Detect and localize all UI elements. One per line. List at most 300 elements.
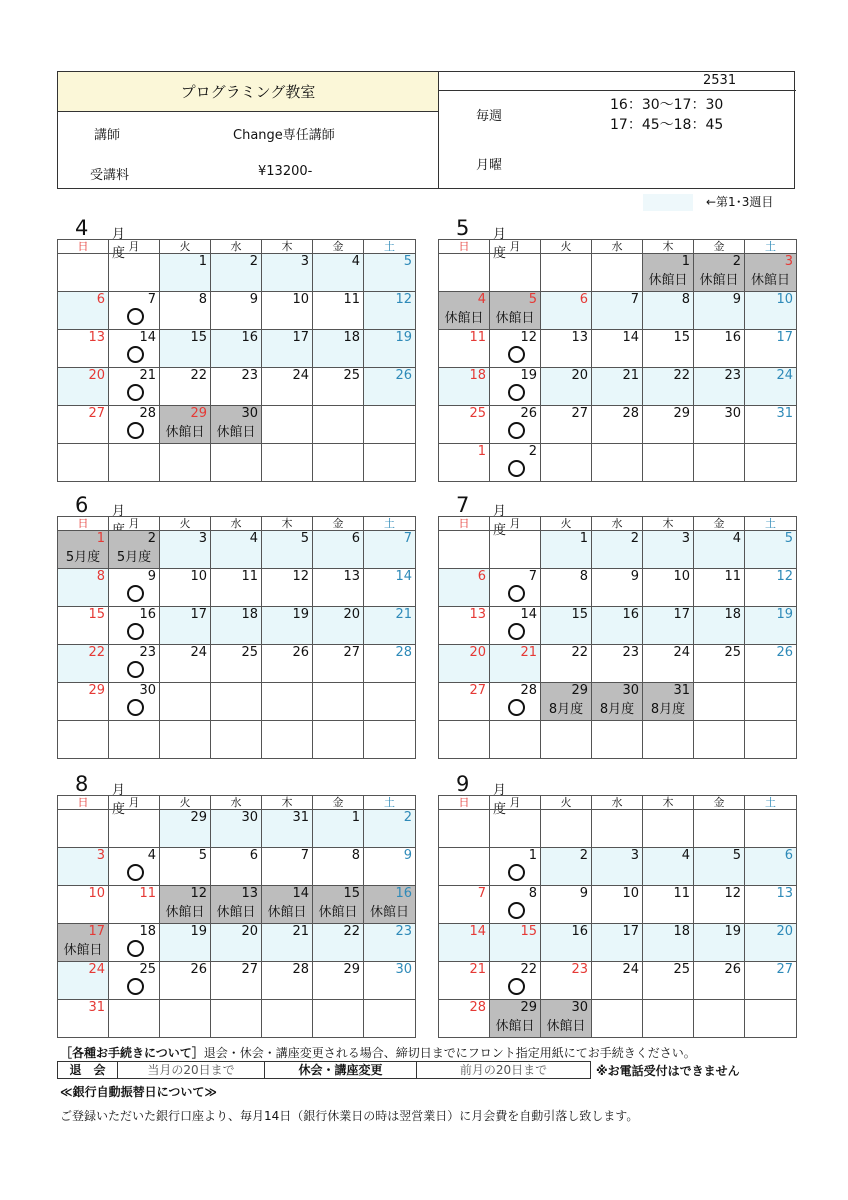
bank-text: ご登録いただいた銀行口座より、毎月14日（銀行休業日の時は翌営業日）に月会費を自動引落し致します。	[60, 1109, 639, 1123]
day-cell	[694, 607, 745, 645]
weekday-label: 日	[58, 517, 109, 531]
day-number: 12	[190, 886, 207, 901]
day-number: 17	[88, 924, 105, 939]
day-cell	[694, 292, 745, 330]
day-cell	[592, 848, 643, 886]
day-cell	[592, 292, 643, 330]
day-label: 8月度	[548, 702, 584, 717]
day-cell	[262, 645, 313, 683]
day-cell	[694, 810, 745, 848]
day-number: 5	[784, 531, 793, 546]
day-cell	[262, 254, 313, 292]
weekday-header	[58, 240, 416, 254]
day-cell	[313, 607, 364, 645]
day-cell	[313, 254, 364, 292]
day-cell	[364, 254, 416, 292]
week-row	[58, 721, 416, 759]
day-number: 1	[528, 848, 537, 863]
day-number: 25	[139, 962, 156, 977]
week-row	[58, 810, 416, 848]
weekday-label: 水	[211, 796, 262, 810]
day-number: 24	[292, 368, 309, 383]
day-number: 21	[469, 962, 486, 977]
week-row	[439, 645, 797, 683]
day-cell	[745, 444, 797, 482]
day-label: 休館日	[495, 311, 535, 326]
day-cell	[160, 330, 211, 368]
day-cell	[694, 721, 745, 759]
week-row	[439, 607, 797, 645]
day-number: 26	[724, 962, 741, 977]
day-cell	[490, 721, 541, 759]
day-number: 5	[198, 848, 207, 863]
day-cell	[364, 444, 416, 482]
day-cell	[58, 607, 109, 645]
day-cell	[211, 531, 262, 569]
day-number: 8	[351, 848, 360, 863]
day-number: 21	[395, 607, 412, 622]
day-cell	[745, 810, 797, 848]
day-cell	[643, 292, 694, 330]
weekday-label: 土	[745, 517, 797, 531]
day-number: 3	[784, 254, 793, 269]
day-cell	[541, 531, 592, 569]
day-label: 休館日	[267, 905, 307, 920]
day-cell	[745, 292, 797, 330]
day-number: 31	[88, 1000, 105, 1015]
day-number: 7	[630, 292, 639, 307]
day-cell	[439, 444, 490, 482]
day-cell	[592, 810, 643, 848]
week-row	[439, 254, 797, 292]
day-cell	[745, 645, 797, 683]
day-number: 20	[343, 607, 360, 622]
day-number: 29	[190, 810, 207, 825]
day-number: 15	[190, 330, 207, 345]
day-number: 16	[241, 330, 258, 345]
day-number: 6	[579, 292, 588, 307]
day-number: 1	[198, 254, 207, 269]
deadline-table	[57, 1061, 591, 1079]
day-number: 24	[776, 368, 793, 383]
day-cell	[58, 848, 109, 886]
month-number: 8	[75, 772, 89, 796]
day-cell	[592, 444, 643, 482]
day-cell	[313, 368, 364, 406]
day-cell	[262, 292, 313, 330]
day-number: 2	[732, 254, 741, 269]
day-number: 10	[292, 292, 309, 307]
day-cell	[643, 645, 694, 683]
weekday-label: 火	[541, 796, 592, 810]
lesson-circle-icon	[127, 623, 144, 640]
day-number: 26	[776, 645, 793, 660]
day-number: 13	[88, 330, 105, 345]
weekday-label: 日	[439, 240, 490, 254]
day-number: 19	[724, 924, 741, 939]
day-number: 18	[139, 924, 156, 939]
day-number: 11	[469, 330, 486, 345]
fee-label: 受講料	[90, 168, 130, 183]
day-cell	[211, 645, 262, 683]
day-number: 14	[139, 330, 156, 345]
month-suffix: 月度	[493, 783, 507, 817]
day-number: 30	[241, 406, 258, 421]
day-cell	[58, 406, 109, 444]
day-number: 15	[88, 607, 105, 622]
day-cell	[211, 254, 262, 292]
day-number: 21	[520, 645, 537, 660]
day-number: 17	[622, 924, 639, 939]
day-cell	[160, 962, 211, 1000]
day-cell	[364, 531, 416, 569]
day-label: 休館日	[546, 1019, 586, 1034]
weekday-label: 水	[592, 517, 643, 531]
day-cell	[643, 1000, 694, 1038]
day-cell	[364, 607, 416, 645]
day-cell	[58, 292, 109, 330]
day-number: 6	[784, 848, 793, 863]
day-cell	[58, 810, 109, 848]
day-number: 31	[776, 406, 793, 421]
weekday-label: 土	[364, 517, 416, 531]
day-number: 9	[630, 569, 639, 584]
day-cell	[109, 924, 160, 962]
lesson-circle-icon	[127, 864, 144, 881]
procedures-title: ［各種お手続きについて］	[60, 1046, 204, 1060]
day-number: 9	[579, 886, 588, 901]
week-row	[439, 368, 797, 406]
week-row	[58, 848, 416, 886]
weekday-label: 金	[313, 517, 364, 531]
fee-value: ¥13200-	[258, 164, 313, 179]
day-number: 17	[190, 607, 207, 622]
day-cell	[313, 406, 364, 444]
day-cell	[694, 683, 745, 721]
weekday-label: 土	[364, 796, 416, 810]
day-number: 31	[673, 683, 690, 698]
day-number: 12	[520, 330, 537, 345]
day-number: 8	[528, 886, 537, 901]
weekday-label: 金	[313, 796, 364, 810]
day-cell	[745, 330, 797, 368]
day-cell	[694, 886, 745, 924]
week-row	[439, 569, 797, 607]
day-cell	[745, 254, 797, 292]
day-cell	[541, 254, 592, 292]
day-number: 28	[520, 683, 537, 698]
weekday-label: 木	[262, 796, 313, 810]
day-number: 22	[343, 924, 360, 939]
calendar-grid	[57, 516, 416, 759]
day-cell	[694, 924, 745, 962]
day-cell	[262, 368, 313, 406]
day-number: 29	[343, 962, 360, 977]
day-number: 3	[681, 531, 690, 546]
day-number: 16	[139, 607, 156, 622]
bank-title: ≪銀行自動振替日について≫	[60, 1085, 217, 1099]
calendar-grid	[438, 516, 797, 759]
day-number: 20	[88, 368, 105, 383]
day-cell	[313, 444, 364, 482]
day-cell	[58, 330, 109, 368]
day-number: 5	[300, 531, 309, 546]
day-number: 13	[571, 330, 588, 345]
day-label: 休館日	[750, 273, 790, 288]
day-cell	[262, 924, 313, 962]
day-cell	[313, 848, 364, 886]
withdraw-label: 退 会	[58, 1062, 118, 1078]
lesson-circle-icon	[127, 978, 144, 995]
day-number: 26	[395, 368, 412, 383]
day-number: 11	[241, 569, 258, 584]
day-cell	[643, 683, 694, 721]
lesson-circle-icon	[508, 585, 525, 602]
day-label: 休館日	[495, 1019, 535, 1034]
day-cell	[490, 645, 541, 683]
day-cell	[262, 406, 313, 444]
lesson-circle-icon	[127, 699, 144, 716]
day-cell	[109, 607, 160, 645]
day-cell	[262, 962, 313, 1000]
day-number: 23	[571, 962, 588, 977]
day-number: 3	[198, 531, 207, 546]
week-row	[439, 886, 797, 924]
day-number: 10	[622, 886, 639, 901]
day-cell	[262, 886, 313, 924]
day-number: 25	[469, 406, 486, 421]
day-cell	[109, 810, 160, 848]
day-cell	[364, 292, 416, 330]
day-cell	[211, 607, 262, 645]
day-cell	[58, 1000, 109, 1038]
day-number: 28	[292, 962, 309, 977]
day-cell	[313, 531, 364, 569]
lesson-circle-icon	[508, 902, 525, 919]
day-cell	[643, 886, 694, 924]
day-cell	[490, 569, 541, 607]
day-number: 5	[528, 292, 537, 307]
day-cell	[490, 406, 541, 444]
day-cell	[643, 810, 694, 848]
day-cell	[541, 848, 592, 886]
day-number: 29	[673, 406, 690, 421]
lesson-circle-icon	[508, 623, 525, 640]
day-number: 6	[351, 531, 360, 546]
day-number: 22	[190, 368, 207, 383]
day-number: 2	[630, 531, 639, 546]
day-number: 22	[520, 962, 537, 977]
day-cell	[694, 645, 745, 683]
day-number: 15	[571, 607, 588, 622]
day-cell	[262, 531, 313, 569]
weekday-header	[58, 517, 416, 531]
day-number: 26	[520, 406, 537, 421]
day-number: 12	[776, 569, 793, 584]
day-cell	[211, 368, 262, 406]
day-number: 28	[469, 1000, 486, 1015]
day-cell	[262, 848, 313, 886]
day-cell	[109, 1000, 160, 1038]
weekday-label: 木	[262, 240, 313, 254]
weekday-label: 金	[694, 796, 745, 810]
day-cell	[109, 721, 160, 759]
day-cell	[262, 810, 313, 848]
day-cell	[211, 886, 262, 924]
day-cell	[109, 683, 160, 721]
day-cell	[592, 924, 643, 962]
day-label: 休館日	[63, 943, 103, 958]
day-cell	[160, 1000, 211, 1038]
day-cell	[592, 254, 643, 292]
day-cell	[694, 962, 745, 1000]
day-label: 休館日	[369, 905, 409, 920]
day-cell	[592, 330, 643, 368]
day-cell	[160, 569, 211, 607]
day-number: 19	[395, 330, 412, 345]
weekday-label: 月	[109, 240, 160, 254]
day-cell	[313, 886, 364, 924]
day-number: 25	[673, 962, 690, 977]
day-number: 13	[776, 886, 793, 901]
day-cell	[439, 810, 490, 848]
day-cell	[490, 368, 541, 406]
day-number: 28	[395, 645, 412, 660]
week-row	[439, 683, 797, 721]
weekday-label: 金	[694, 240, 745, 254]
day-number: 20	[571, 368, 588, 383]
calendar-grid	[438, 795, 797, 1038]
day-label: 5月度	[65, 550, 101, 565]
day-number: 10	[776, 292, 793, 307]
class-code: 2531	[703, 73, 737, 88]
day-cell	[160, 683, 211, 721]
day-number: 8	[198, 292, 207, 307]
day-number: 9	[249, 292, 258, 307]
day-cell	[745, 962, 797, 1000]
day-number: 18	[343, 330, 360, 345]
lesson-circle-icon	[127, 585, 144, 602]
lesson-circle-icon	[127, 308, 144, 325]
day-number: 3	[300, 254, 309, 269]
lesson-circle-icon	[508, 384, 525, 401]
day-cell	[364, 645, 416, 683]
day-cell	[745, 848, 797, 886]
day-cell	[262, 1000, 313, 1038]
day-cell	[745, 1000, 797, 1038]
day-number: 27	[88, 406, 105, 421]
day-cell	[58, 886, 109, 924]
day-number: 5	[732, 848, 741, 863]
day-number: 29	[88, 683, 105, 698]
day-cell	[211, 406, 262, 444]
weekday: 月曜	[476, 158, 503, 173]
day-number: 13	[241, 886, 258, 901]
day-number: 10	[673, 569, 690, 584]
day-label: 休館日	[216, 905, 256, 920]
day-cell	[694, 254, 745, 292]
week-row	[439, 406, 797, 444]
day-cell	[262, 683, 313, 721]
day-cell	[745, 721, 797, 759]
day-cell	[439, 368, 490, 406]
day-cell	[439, 924, 490, 962]
day-number: 25	[241, 645, 258, 660]
day-cell	[592, 406, 643, 444]
day-number: 17	[292, 330, 309, 345]
day-cell	[745, 406, 797, 444]
day-cell	[58, 531, 109, 569]
day-number: 19	[520, 368, 537, 383]
day-number: 10	[190, 569, 207, 584]
day-cell	[58, 569, 109, 607]
day-number: 27	[571, 406, 588, 421]
day-number: 1	[579, 531, 588, 546]
day-cell	[490, 330, 541, 368]
day-number: 7	[528, 569, 537, 584]
day-label: 休館日	[216, 425, 256, 440]
calendar-grid	[57, 239, 416, 482]
month-suffix: 月度	[493, 227, 507, 261]
weekday-label: 月	[490, 517, 541, 531]
day-cell	[439, 962, 490, 1000]
day-cell	[58, 683, 109, 721]
weekday-header	[439, 796, 797, 810]
day-label: 8月度	[650, 702, 686, 717]
day-number: 19	[292, 607, 309, 622]
weekday-label: 日	[439, 517, 490, 531]
day-cell	[364, 848, 416, 886]
day-cell	[490, 444, 541, 482]
weekday-label: 土	[745, 240, 797, 254]
day-cell	[541, 886, 592, 924]
weekday-label: 金	[694, 517, 745, 531]
day-number: 23	[395, 924, 412, 939]
day-number: 16	[724, 330, 741, 345]
lesson-circle-icon	[127, 422, 144, 439]
day-cell	[439, 645, 490, 683]
day-cell	[160, 848, 211, 886]
weekday-label: 水	[592, 240, 643, 254]
day-number: 2	[403, 810, 412, 825]
day-cell	[541, 1000, 592, 1038]
day-number: 20	[776, 924, 793, 939]
day-number: 14	[395, 569, 412, 584]
week-row	[439, 962, 797, 1000]
day-cell	[592, 645, 643, 683]
day-number: 22	[88, 645, 105, 660]
day-cell	[211, 683, 262, 721]
day-cell	[490, 1000, 541, 1038]
day-cell	[109, 292, 160, 330]
day-number: 30	[241, 810, 258, 825]
day-cell	[490, 531, 541, 569]
day-cell	[541, 368, 592, 406]
weekday-label: 木	[262, 517, 313, 531]
day-cell	[541, 645, 592, 683]
day-number: 23	[241, 368, 258, 383]
weekday-label: 月	[490, 796, 541, 810]
day-cell	[109, 848, 160, 886]
day-number: 9	[403, 848, 412, 863]
day-cell	[313, 569, 364, 607]
lesson-circle-icon	[508, 978, 525, 995]
day-number: 4	[351, 254, 360, 269]
day-cell	[109, 531, 160, 569]
day-number: 21	[622, 368, 639, 383]
week-row	[58, 683, 416, 721]
day-number: 13	[343, 569, 360, 584]
